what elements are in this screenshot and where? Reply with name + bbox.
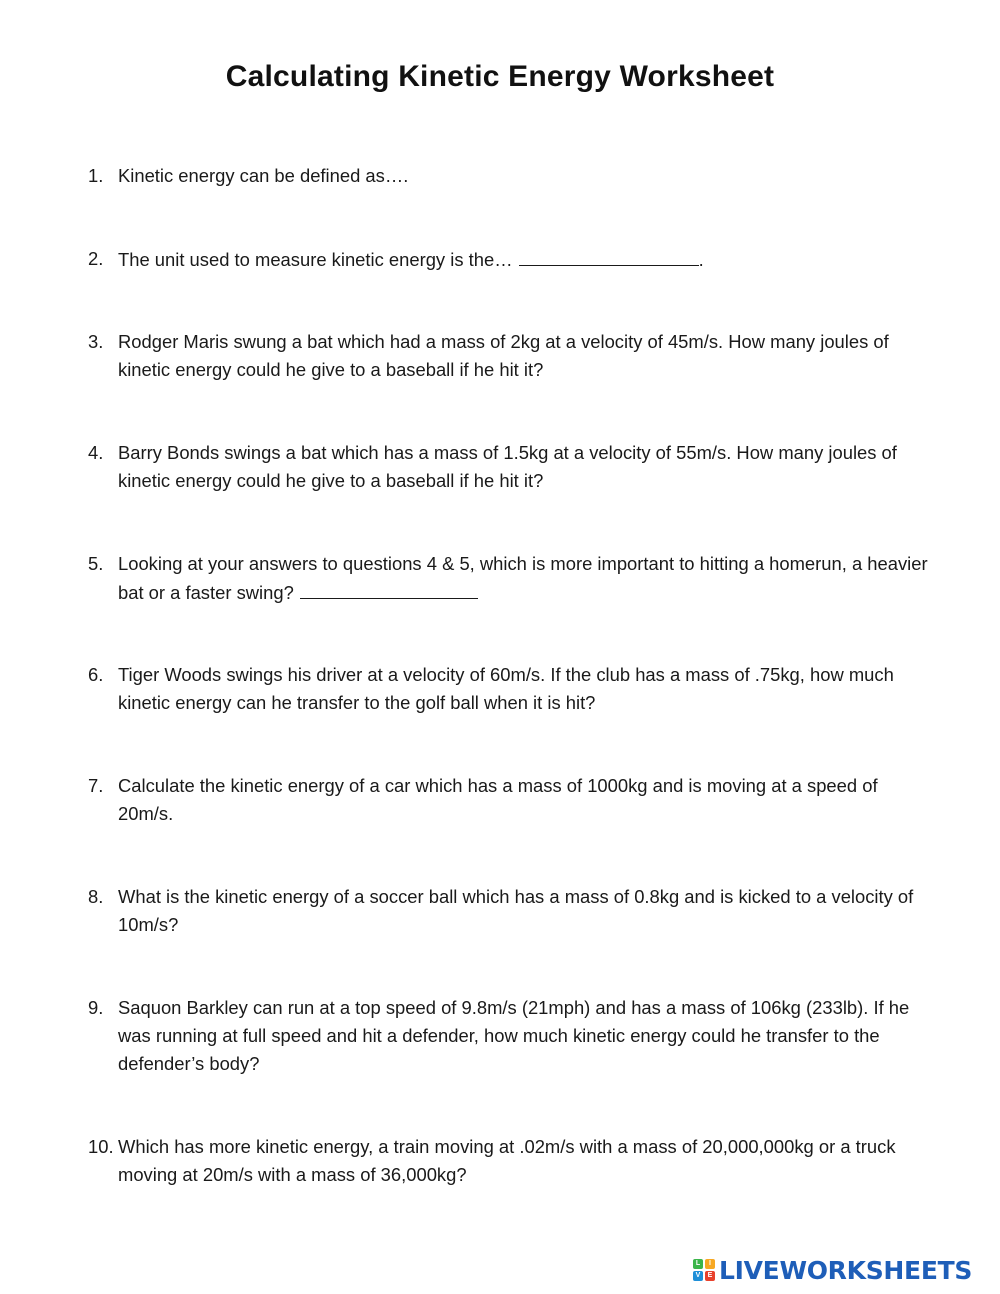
question-number: 9. [88,997,104,1018]
question-text: Barry Bonds swings a bat which has a mass of 1.5kg at a velocity of 55m/s. How many joules of kinetic energy could he give to a baseball if he hit it? [118,442,897,491]
question-text-wrapper [118,550,933,607]
question-text: Kinetic energy can be defined as…. [118,165,409,186]
logo-text: LIVEWORKSHEETS [719,1255,973,1285]
question-item [88,772,933,828]
logo-mark-letter: L [693,1259,703,1269]
page-title: Calculating Kinetic Energy Worksheet [225,60,775,93]
question-text: What is the kinetic energy of a soccer ball which has a mass of 0.8kg and is kicked to a velocity of 10m/s? [118,886,914,935]
question-number: 4. [88,442,104,463]
question-text: Which has more kinetic energy, a train moving at .02m/s with a mass of 20,000,000kg or a truck moving at 20m/s with a mass of 36,000kg? [118,1136,896,1185]
answer-blank[interactable] [519,245,699,266]
question-text: Tiger Woods swings his driver at a velocity of 60m/s. If the club has a mass of .75kg, how much kinetic energy can he transfer to the golf ball when it is hit? [118,664,894,713]
liveworksheets-mark-icon [693,1259,715,1281]
question-text: Looking at your answers to questions 4 & 5, which is more important to hitting a homerun, a heavier bat or a faster swing? [118,553,928,603]
logo-mark-letter: I [705,1259,715,1269]
logo-mark-letter: E [705,1271,715,1281]
question-item [88,661,933,717]
question-text: Saquon Barkley can run at a top speed of 9.8m/s (21mph) and has a mass of 106kg (233lb). If he was running at full speed and hit a defender, how much kinetic energy could he transfer to the defender’s body? [118,997,910,1074]
question-number: 1. [88,165,104,186]
question-number: 6. [88,664,104,685]
question-item [88,994,933,1078]
question-number: 7. [88,775,104,796]
question-item [88,439,933,495]
question-item [88,883,933,939]
question-text: The unit used to measure kinetic energy is the… [118,249,513,270]
liveworksheets-logo[interactable] [693,1255,972,1285]
question-text: Rodger Maris swung a bat which had a mass of 2kg at a velocity of 45m/s. How many joules of kinetic energy could he give to a baseball if he hit it? [118,331,889,380]
question-item [88,328,933,384]
question-number: 5. [88,553,104,574]
question-number: 3. [88,331,104,352]
question-text: Calculate the kinetic energy of a car which has a mass of 1000kg and is moving at a speed of 20m/s. [118,775,878,824]
question-item [88,1133,933,1189]
question-number: 8. [88,886,104,907]
logo-mark-letter: V [693,1271,703,1281]
question-text-suffix: . [698,249,704,270]
question-item [88,162,933,190]
answer-blank[interactable] [300,578,478,599]
question-item [88,550,933,607]
question-number: 2. [88,248,104,269]
question-item [88,245,933,274]
question-number: 10. [88,1136,114,1157]
question-text-wrapper [118,245,933,274]
